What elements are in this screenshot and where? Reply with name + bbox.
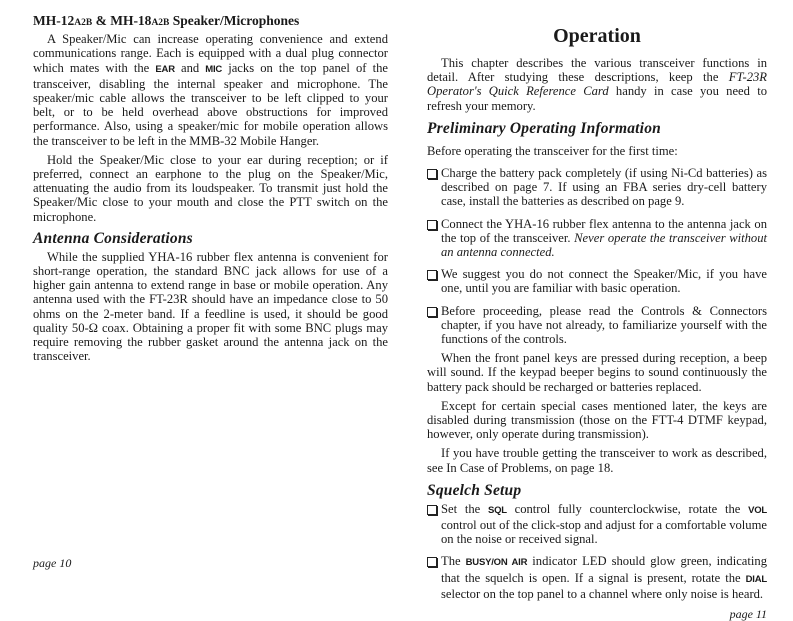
- key-label-busy-on-air: BUSY/ON AIR: [465, 557, 528, 569]
- section-heading-speaker-mic: [33, 14, 388, 30]
- checkbox-icon: [427, 307, 437, 317]
- heading-text: & MH-18: [92, 13, 152, 28]
- checklist-item: [427, 166, 767, 209]
- text: indicator LED should glow green, indicating that the squelch is open. If a signal is present, rotate the: [441, 554, 767, 585]
- text: Connect the YHA-16 rubber flex antenna to the antenna jack on the top of the transceiver.: [441, 216, 767, 245]
- checklist-item: [427, 267, 767, 295]
- checkbox-icon: [427, 169, 437, 179]
- checkbox-icon: [427, 220, 437, 230]
- text: Set the: [441, 501, 488, 516]
- text: control out of the click-stop and adjust for a comfortable volume on the noise or received signal.: [441, 518, 767, 547]
- text: We suggest you do not connect the Speaker/Mic, if you have one, until you are familiar with basic operation.: [441, 267, 767, 296]
- checkbox-icon: [427, 505, 437, 515]
- heading-text: Speaker/Microphones: [169, 13, 300, 28]
- paragraph-hold-speaker-mic: Hold the Speaker/Mic close to your ear during reception; or if preferred, connect an earphone to the plug on the Speaker/Mic, attenuating the audio from its loudspeaker. To transmit just hold the Speaker/Mic close to your mouth and close the PTT switch on the microphone.: [33, 152, 388, 224]
- checkbox-icon: [427, 270, 437, 280]
- text: selector on the top panel to a channel where only noise is heard.: [441, 586, 764, 601]
- paragraph-beep: When the front panel keys are pressed during reception, a beep will sound. If the keypad beeper begins to sound continuously the battery pack should be recharged or batteries replaced.: [427, 351, 767, 394]
- text: A Speaker/Mic can increase operating convenience and extend communications range. Each is equipped with a dual plug connector which mates with the: [33, 32, 388, 75]
- text: Before proceeding, please read the Controls & Connectors chapter, if you have not already, to familiarize yourself with the functions of the controls.: [441, 303, 767, 347]
- key-label-vol: VOL: [748, 504, 768, 516]
- text: control fully counterclockwise, rotate the: [506, 501, 749, 516]
- right-page: [427, 0, 767, 621]
- left-page: [33, 0, 388, 570]
- text: handy in case you need to refresh your memory.: [427, 84, 767, 113]
- checklist-item: [427, 502, 767, 547]
- page-number-right: page 11: [729, 607, 767, 621]
- text: The: [441, 554, 466, 569]
- checklist-item: [427, 554, 767, 601]
- text: This chapter describes the various transceiver functions in detail. After studying these descriptions, keep the: [427, 56, 767, 85]
- italic-title: FT-23R Operator's Quick Reference Card: [427, 70, 767, 99]
- text: Charge the battery pack completely (if using Ni-Cd batteries) as described on page 7. If using an FBA series dry-cell battery case, install the batteries as described on page 9.: [441, 166, 767, 209]
- text: and: [174, 60, 206, 75]
- page-number-left: page 10: [33, 556, 72, 570]
- section-heading-squelch: Squelch Setup: [427, 481, 522, 499]
- checklist-item: [427, 217, 767, 260]
- heading-text: MH-12: [33, 13, 75, 28]
- chapter-title: Operation: [553, 25, 641, 47]
- paragraph-prelim-lead: Before operating the transceiver for the first time:: [427, 143, 678, 158]
- paragraph-intro: [427, 56, 767, 113]
- heading-subscript: A2B: [74, 18, 93, 28]
- text: jacks on the top panel of the transceiver, disabling the internal speaker and microphone. The speaker/mic cable allows the transceiver to be left clipped to your belt, or to be held overhead above obstructions for improved performance. Also, using a speaker/mic for mobile operation allows the transceiver to be left in the MMB-32 Mobile Hanger.: [33, 60, 389, 148]
- checkbox-icon: [427, 557, 437, 567]
- heading-subscript: A2B: [151, 18, 170, 28]
- paragraph-keys: Except for certain special cases mentioned later, the keys are disabled during transmission (those on the FTT-4 DTMF keypad, however, only operate during transmission).: [427, 398, 767, 442]
- key-label-mic: MIC: [205, 63, 223, 75]
- paragraph-trouble: If you have trouble getting the transceiver to work as described, see In Case of Problems, on page 18.: [427, 446, 767, 475]
- section-heading-antenna: Antenna Considerations: [33, 229, 193, 247]
- paragraph-antenna: While the supplied YHA-16 rubber flex antenna is convenient for short-range operation, the standard BNC jack allows for use of a higher gain antenna to extend range in base or mobile operation. Any antenna used with the FT-23R should have an impedance close to 50 ohms on the 2-meter band. If a feedline is used, it should be good quality 50-Ω coax. Obtaining a proper fit with some BNC plugs may require removing the rubber gasket around the antenna jack on the transceiver.: [33, 249, 388, 364]
- section-heading-preliminary: Preliminary Operating Information: [427, 119, 661, 137]
- italic-warning: Never operate the transceiver without an antenna connected.: [441, 230, 767, 260]
- key-label-dial: DIAL: [745, 573, 767, 585]
- key-label-ear: EAR: [155, 63, 175, 75]
- key-label-sql: SQL: [487, 504, 507, 516]
- checklist-item: [427, 304, 767, 347]
- paragraph-speaker-mic: [33, 32, 388, 148]
